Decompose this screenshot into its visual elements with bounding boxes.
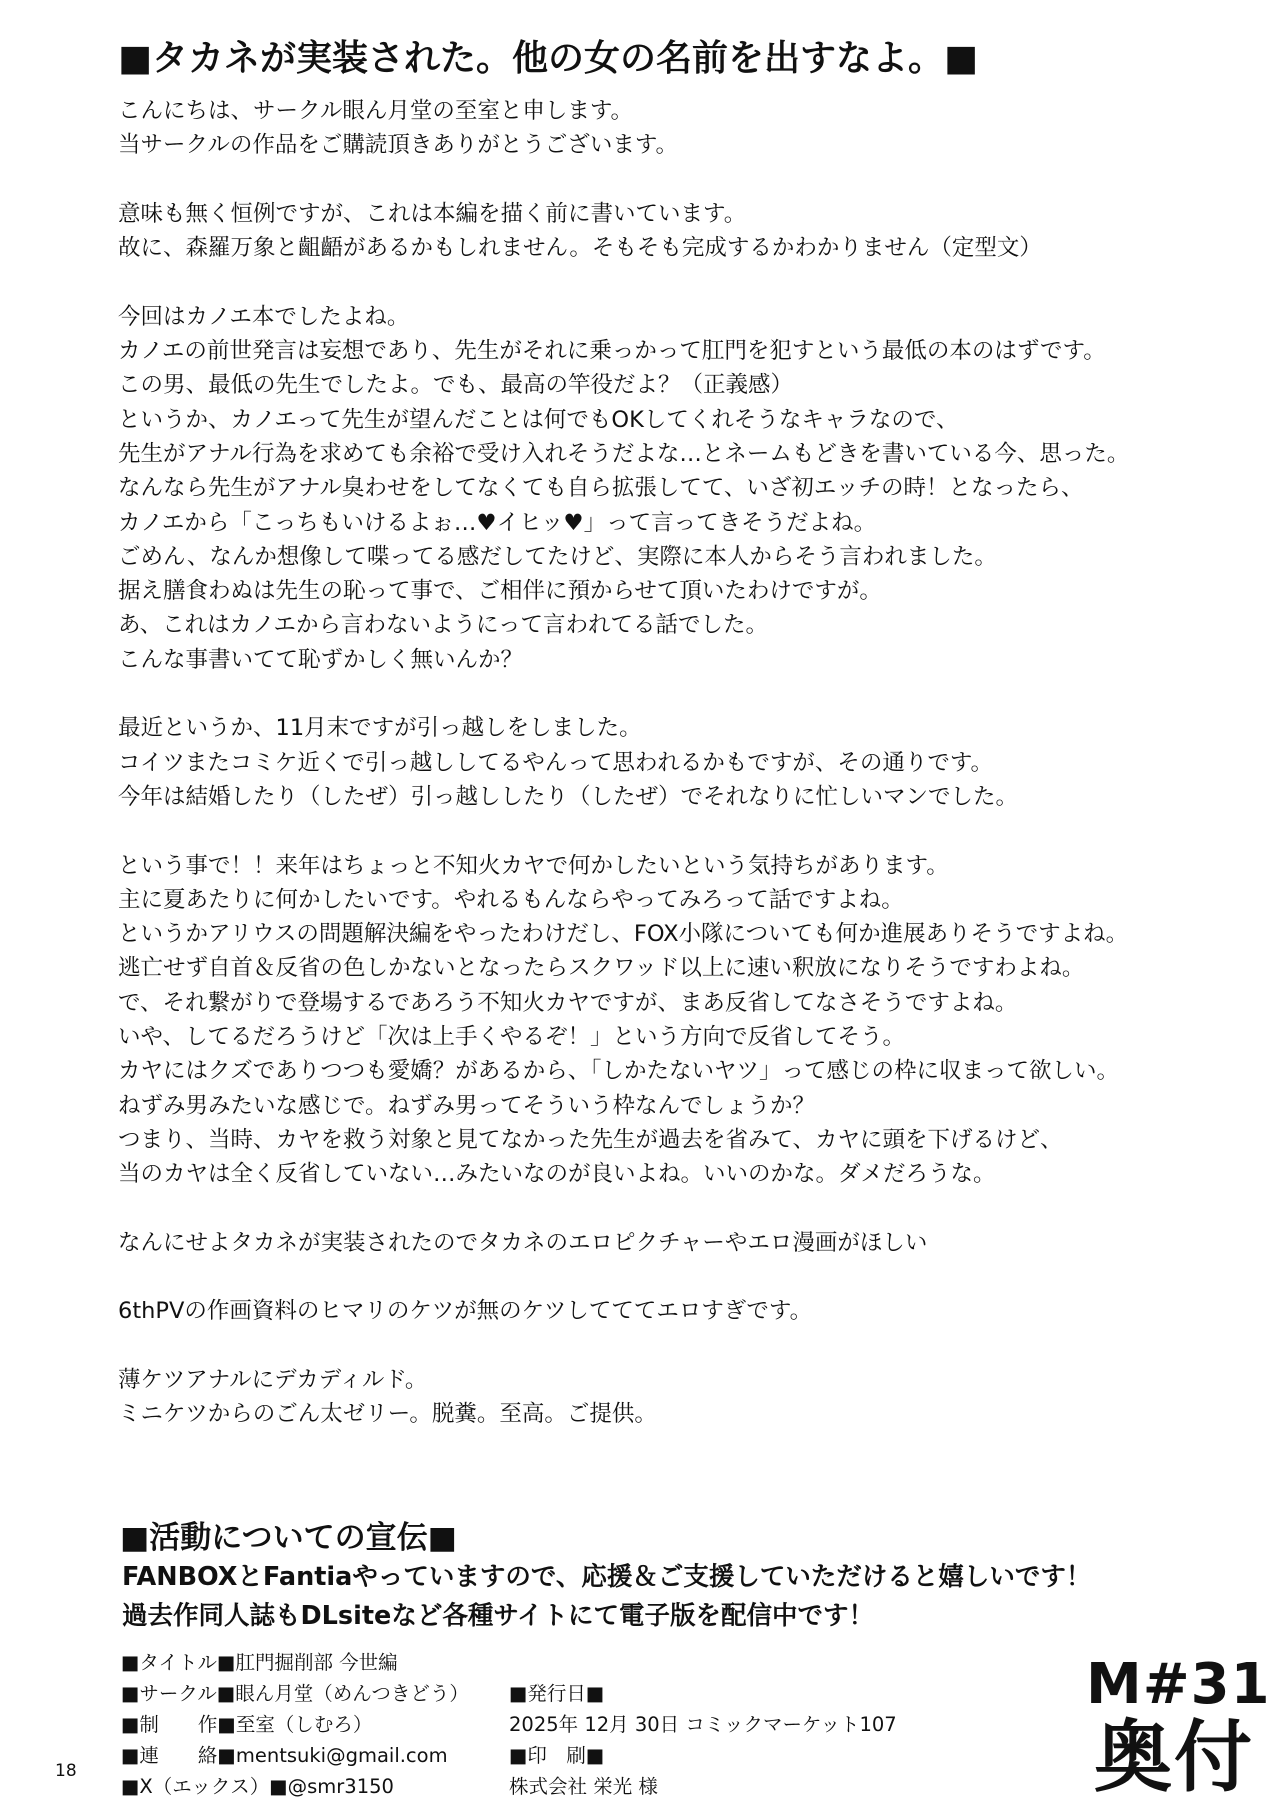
colophon-printer-label: ■印 刷■: [509, 1744, 605, 1767]
text-line: 意味も無く恒例ですが、これは本編を描く前に書いています。: [118, 200, 747, 227]
text-line: 先生がアナル行為を求めても余裕で受け入れそうだよな…とネームもどきを書いている今、思った。: [118, 440, 1130, 467]
afterword-body: [118, 94, 1228, 1466]
paragraph: [118, 1363, 1228, 1432]
paragraph: [118, 1294, 1228, 1328]
promo-line-1: FANBOXとFantiaやっていますので、応援＆ご支援していただけると嬉しいです！: [122, 1562, 1092, 1592]
text-line: 主に夏あたりに何かしたいです。やれるもんならやってみろって話ですよね。: [118, 886, 904, 913]
colophon-title: ■タイトル■肛門掘削部 今世編: [121, 1651, 398, 1674]
colophon-issue-date: 2025年 12月 30日 コミックマーケット107: [509, 1713, 897, 1736]
promo-heading: ■活動についての宣伝■: [120, 1520, 457, 1556]
text-line: 故に、森羅万象と齟齬があるかもしれません。そもそも完成するかわかりません（定型文）: [118, 235, 1042, 262]
text-line: なんなら先生がアナル臭わせをしてなくても自ら拡張してて、いざ初エッチの時！となったら、: [118, 475, 1084, 502]
paragraph: [118, 94, 1228, 163]
paragraph: [118, 849, 1228, 1192]
text-line: ねずみ男みたいな感じで。ねずみ男ってそういう枠なんでしょうか？: [118, 1092, 816, 1119]
text-line: で、それ繋がりで登場するであろう不知火カヤですが、まあ反省してなさそうですよね。: [118, 989, 1018, 1016]
page-number: 18: [55, 1761, 77, 1781]
text-line: いや、してるだろうけど「次は上手くやるぞ！」という方向で反省してそう。: [118, 1024, 906, 1051]
text-line: カノエから「こっちもいけるよぉ…♥イヒッ♥」って言ってきそうだよね。: [118, 509, 877, 536]
colophon-author: ■制 作■至室（しむろ）: [121, 1713, 373, 1736]
paragraph: [118, 197, 1228, 266]
badge-label: 奥付: [1093, 1713, 1254, 1803]
text-line: なんにせよタカネが実装されたのでタカネのエロピクチャーやエロ漫画がほしい: [118, 1229, 928, 1256]
text-line: というかアリウスの問題解決編をやったわけだし、FOX小隊についても何か進展ありそうですよね。: [118, 921, 1129, 948]
text-line: あ、これはカノエから言わないようにって言われてる話でした。: [118, 612, 769, 639]
text-line: 当サークルの作品をご購読頂きありがとうございます。: [118, 132, 679, 159]
text-line: 薄ケツアナルにデカディルド。: [118, 1366, 428, 1393]
page-title: ■タカネが実装された。他の女の名前を出すなよ。■: [118, 38, 979, 79]
text-line: 6thPVの作画資料のヒマリのケツが無のケツしてててエロすぎです。: [118, 1298, 813, 1325]
text-line: というか、カノエって先生が望んだことは何でもOKしてくれそうなキャラなので、: [118, 406, 959, 433]
text-line: コイツまたコミケ近くで引っ越ししてるやんって思われるかもですが、その通りです。: [118, 749, 994, 776]
badge-issue-number: M#31: [1086, 1652, 1271, 1717]
colophon-x-account: ■X（エックス）■@smr3150: [121, 1775, 394, 1798]
text-line: ミニケツからのごん太ゼリー。脱糞。至高。ご提供。: [118, 1401, 657, 1428]
text-line: ごめん、なんか想像して喋ってる感だしてたけど、実際に本人からそう言われました。: [118, 543, 997, 570]
text-line: カヤにはクズでありつつも愛嬌？があるから、「しかたないヤツ」って感じの枠に収まって欲しい。: [118, 1058, 1120, 1085]
colophon-contact: ■連 絡■mentsuki@gmail.com: [121, 1744, 448, 1767]
promo-line-2: 過去作同人誌もDLsiteなど各種サイトにて電子版を配信中です！: [122, 1601, 875, 1631]
text-line: という事で！！来年はちょっと不知火カヤで何かしたいという気持ちがあります。: [118, 852, 949, 879]
text-line: カノエの前世発言は妄想であり、先生がそれに乗っかって肛門を犯すという最低の本のはずです。: [118, 338, 1106, 365]
paragraph: [118, 1226, 1228, 1260]
paragraph: [118, 300, 1228, 677]
colophon-left: [121, 1647, 469, 1802]
colophon-circle: ■サークル■眼ん月堂（めんつきどう）: [121, 1682, 469, 1705]
text-line: 今回はカノエ本でしたよね。: [118, 303, 410, 330]
text-line: こんにちは、サークル眼ん月堂の至室と申します。: [118, 98, 634, 124]
text-line: 据え膳食わぬは先生の恥って事で、ご相伴に預からせて頂いたわけですが。: [118, 578, 882, 605]
text-line: 当のカヤは全く反省していない…みたいなのが良いよね。いいのかな。ダメだろうな。: [118, 1161, 996, 1188]
text-line: 逃亡せず自首＆反省の色しかないとなったらスクワッド以上に速い釈放になりそうですわよね。: [118, 955, 1085, 982]
text-line: この男、最低の先生でしたよ。でも、最高の竿役だよ？（正義感）: [118, 372, 794, 399]
text-line: 最近というか、11月末ですが引っ越しをしました。: [118, 715, 642, 742]
colophon-issue-label: ■発行日■: [509, 1682, 605, 1705]
text-line: こんな事書いてて恥ずかしく無いんか？: [118, 646, 524, 673]
text-line: つまり、当時、カヤを救う対象と見てなかった先生が過去を省みて、カヤに頭を下げるけど、: [118, 1126, 1063, 1153]
text-line: 今年は結婚したり（したぜ）引っ越ししたり（したぜ）でそれなりに忙しいマンでした。: [118, 783, 1019, 810]
colophon-badge: [1086, 1652, 1271, 1803]
paragraph: [118, 711, 1228, 814]
colophon-printer: 株式会社 栄光 様: [509, 1775, 658, 1798]
colophon-right: [509, 1678, 897, 1802]
